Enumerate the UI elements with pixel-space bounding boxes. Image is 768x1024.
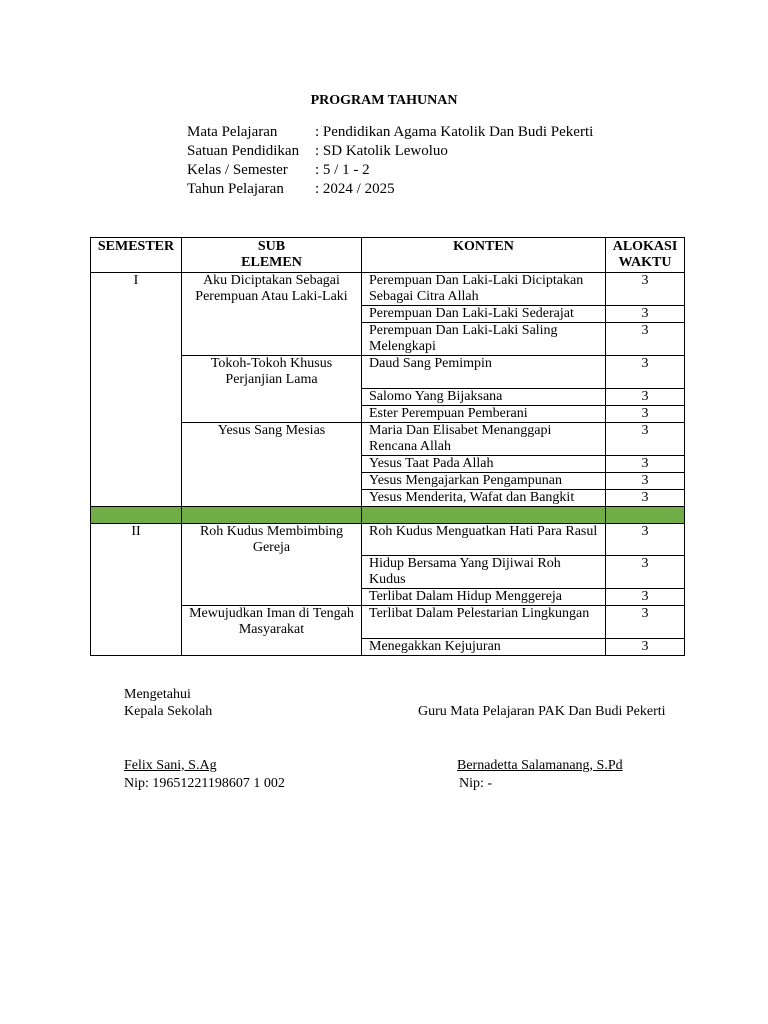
alokasi-cell: 3 <box>606 356 685 389</box>
konten-cell: Daud Sang Pemimpin <box>362 356 606 389</box>
konten-cell: Perempuan Dan Laki-Laki Saling Melengkapi <box>362 323 606 356</box>
table-row <box>91 589 685 606</box>
alokasi-cell: 3 <box>606 306 685 323</box>
document-title: PROGRAM TAHUNAN <box>310 93 458 108</box>
alokasi-cell: 3 <box>606 422 685 455</box>
signature-right-nip: Nip: - <box>459 776 493 791</box>
alokasi-cell: 3 <box>606 489 685 506</box>
meta-label: Mata Pelajaran <box>187 124 278 140</box>
konten-cell: Ester Perempuan Pemberani <box>362 405 606 422</box>
meta-label: Satuan Pendidikan <box>187 143 300 159</box>
alokasi-cell: 3 <box>606 523 685 556</box>
konten-cell: Hidup Bersama Yang Dijiwai Roh Kudus <box>362 556 606 589</box>
konten-cell: Perempuan Dan Laki-Laki Diciptakan Sebagai Citra Allah <box>362 273 606 306</box>
konten-cell: Salomo Yang Bijaksana <box>362 388 606 405</box>
table-row <box>91 455 685 472</box>
semester-cell: II <box>91 523 182 556</box>
table-row <box>91 306 685 323</box>
alokasi-cell: 3 <box>606 638 685 655</box>
konten-cell: Roh Kudus Menguatkan Hati Para Rasul <box>362 523 606 556</box>
alokasi-cell: 3 <box>606 455 685 472</box>
table-row <box>91 523 685 556</box>
alokasi-cell: 3 <box>606 556 685 589</box>
table-header-row <box>91 238 685 273</box>
meta-value: : 5 / 1 - 2 <box>315 162 370 178</box>
alokasi-cell: 3 <box>606 323 685 356</box>
semester-cell: I <box>91 273 182 306</box>
sub-elemen-cell: Tokoh-Tokoh Khusus Perjanjian Lama <box>182 356 362 389</box>
header-konten: KONTEN <box>362 238 606 273</box>
table-row <box>91 422 685 455</box>
table-row <box>91 638 685 655</box>
konten-cell: Yesus Mengajarkan Pengampunan <box>362 472 606 489</box>
table-row <box>91 388 685 405</box>
sub-elemen-cell: Roh Kudus Membimbing Gereja <box>182 523 362 556</box>
konten-cell: Perempuan Dan Laki-Laki Sederajat <box>362 306 606 323</box>
meta-label: Kelas / Semester <box>187 162 288 178</box>
table-row <box>91 472 685 489</box>
signature-left-role: Kepala Sekolah <box>124 704 213 719</box>
table-row <box>91 489 685 506</box>
signature-right-name: Bernadetta Salamanang, S.Pd <box>457 758 623 773</box>
table-row <box>91 405 685 422</box>
signature-left-name: Felix Sani, S.Ag <box>124 758 217 773</box>
alokasi-cell: 3 <box>606 589 685 606</box>
sub-elemen-cell: Aku Diciptakan Sebagai Perempuan Atau Laki-Laki <box>182 273 362 306</box>
table-row <box>91 556 685 589</box>
header-alokasi-waktu: ALOKASI WAKTU <box>606 238 685 273</box>
konten-cell: Yesus Menderita, Wafat dan Bangkit <box>362 489 606 506</box>
alokasi-cell: 3 <box>606 273 685 306</box>
program-table <box>90 237 685 656</box>
konten-cell: Terlibat Dalam Pelestarian Lingkungan <box>362 606 606 639</box>
meta-value: : SD Katolik Lewoluo <box>315 143 448 159</box>
sub-elemen-cell: Yesus Sang Mesias <box>182 422 362 455</box>
table-row <box>91 356 685 389</box>
alokasi-cell: 3 <box>606 606 685 639</box>
table-row <box>91 606 685 639</box>
konten-cell: Yesus Taat Pada Allah <box>362 455 606 472</box>
alokasi-cell: 3 <box>606 405 685 422</box>
meta-value: : 2024 / 2025 <box>315 181 395 197</box>
signature-left-mengetahui: Mengetahui <box>124 687 191 702</box>
header-semester: SEMESTER <box>91 238 182 273</box>
alokasi-cell: 3 <box>606 472 685 489</box>
signature-right-role: Guru Mata Pelajaran PAK Dan Budi Pekerti <box>418 704 666 719</box>
alokasi-cell: 3 <box>606 388 685 405</box>
konten-cell: Terlibat Dalam Hidup Menggereja <box>362 589 606 606</box>
table-row <box>91 323 685 356</box>
signature-left-nip: Nip: 19651221198607 1 002 <box>124 776 285 791</box>
header-sub-elemen: SUB ELEMEN <box>182 238 362 273</box>
konten-cell: Menegakkan Kejujuran <box>362 638 606 655</box>
sub-elemen-cell: Mewujudkan Iman di Tengah Masyarakat <box>182 606 362 639</box>
konten-cell: Maria Dan Elisabet Menanggapi Rencana Allah <box>362 422 606 455</box>
table-row <box>91 273 685 306</box>
meta-value: : Pendidikan Agama Katolik Dan Budi Pekerti <box>315 124 594 140</box>
semester-separator-row <box>91 506 685 523</box>
meta-label: Tahun Pelajaran <box>187 181 284 197</box>
